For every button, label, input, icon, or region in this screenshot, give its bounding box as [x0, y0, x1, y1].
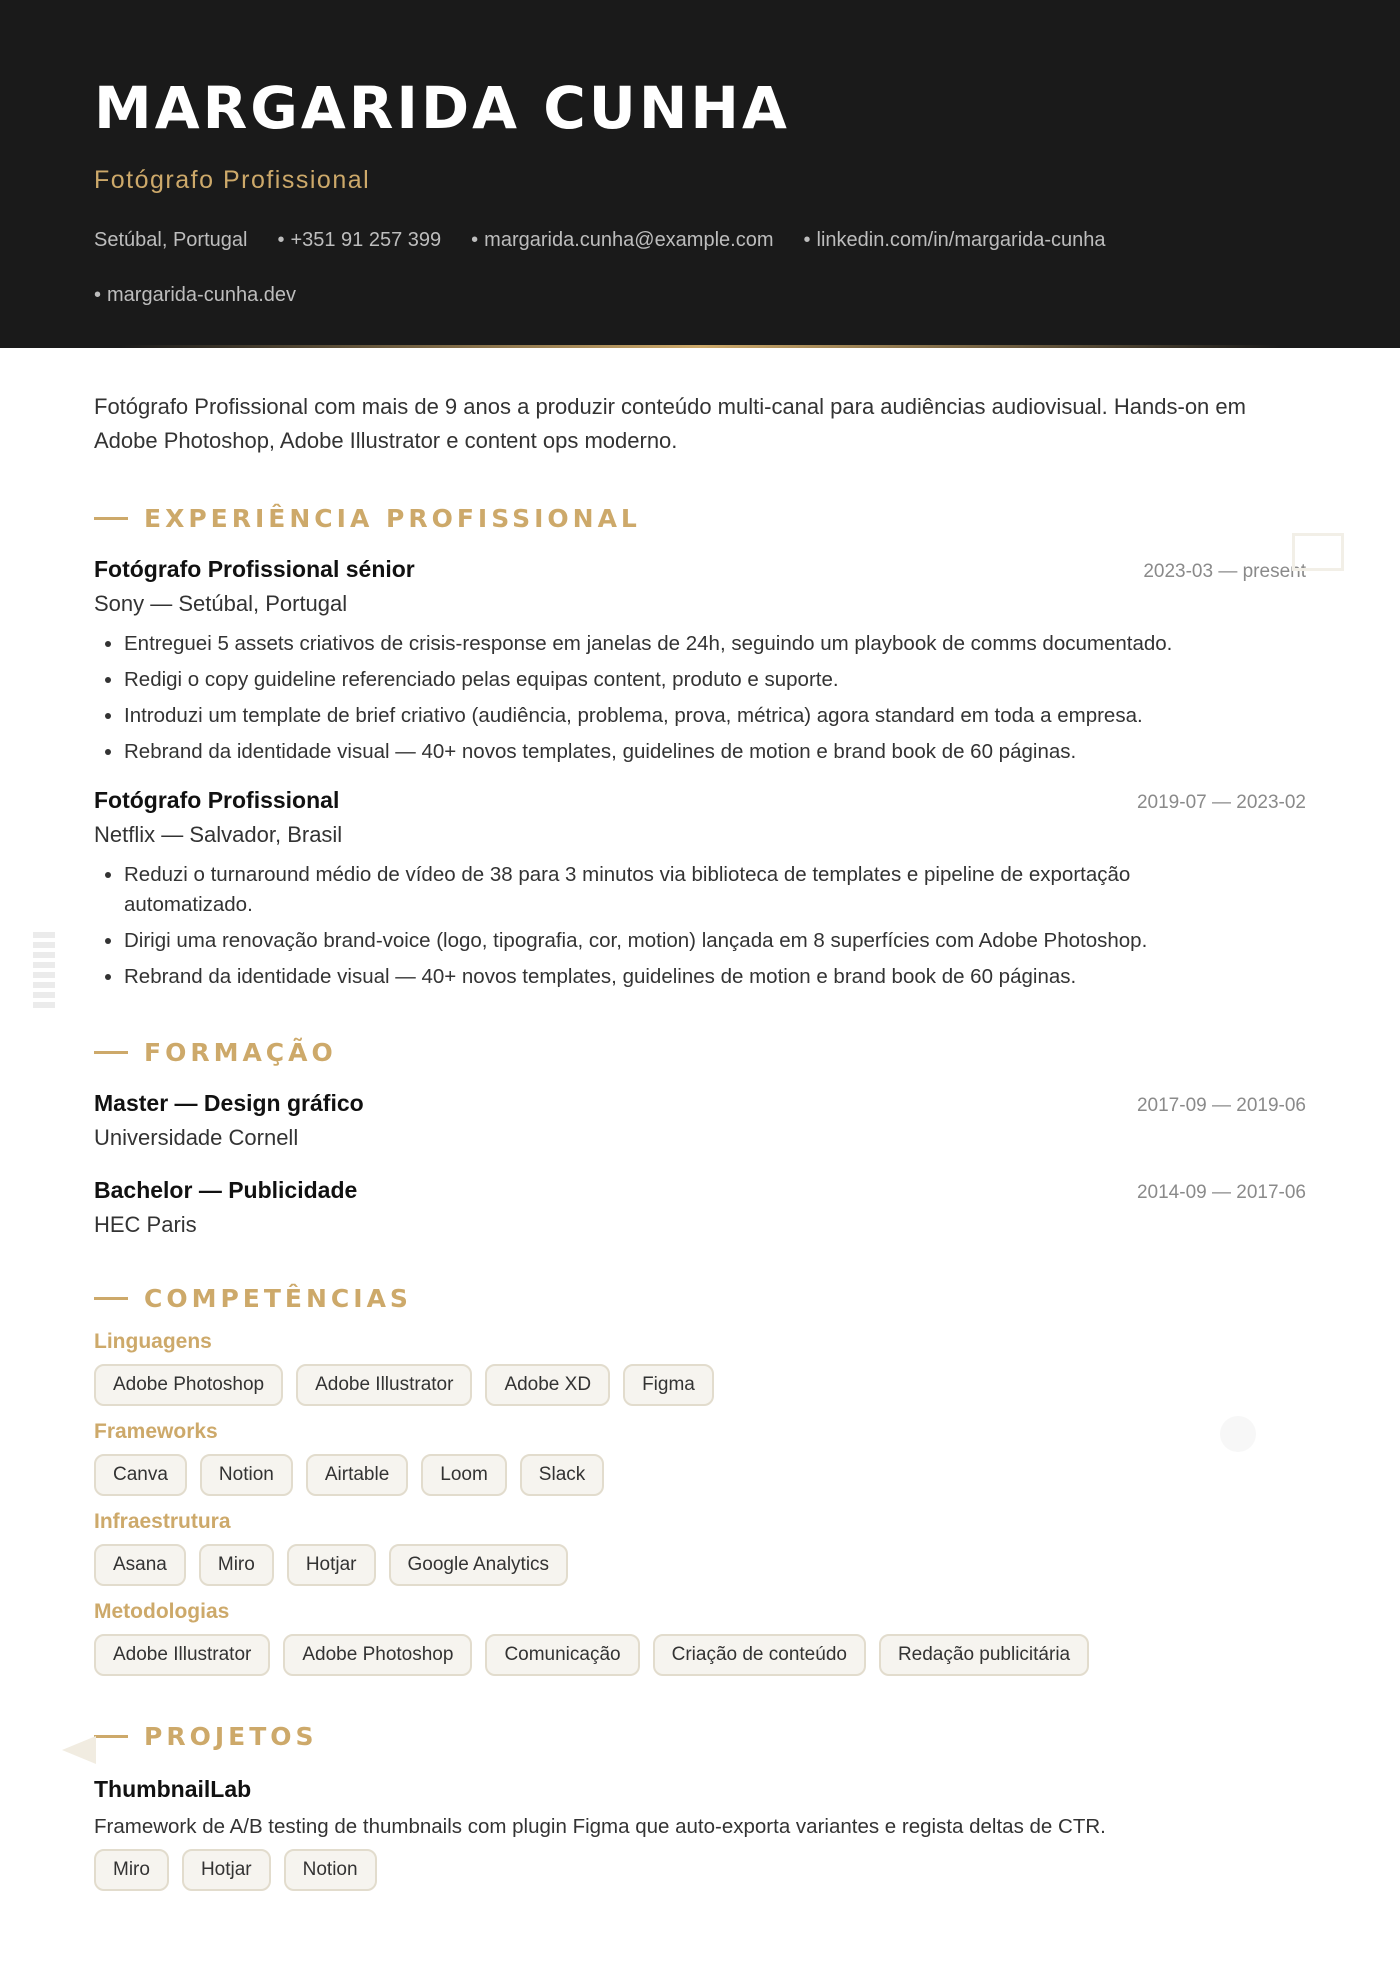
skill-group-label: Metodologias — [94, 1600, 230, 1623]
contact-email[interactable]: • margarida.cunha@example.com — [471, 229, 774, 251]
section-title-skills: COMPETÊNCIAS — [94, 1280, 1306, 1316]
skill-group-label: Linguagens — [94, 1330, 212, 1353]
skill-chip: Hotjar — [287, 1544, 376, 1586]
bullet-item: • Redigi o copy guideline referenciado pelas equipas content, produto e suporte. — [124, 665, 1254, 695]
skill-chip: Notion — [200, 1454, 293, 1496]
degree-title: Bachelor — Publicidade — [94, 1177, 358, 1203]
decorative-bars — [33, 932, 55, 1012]
skill-chip: Canva — [94, 1454, 187, 1496]
skill-group-languages — [94, 1330, 1306, 1406]
header-divider — [120, 345, 1280, 348]
experience-entry — [94, 787, 1306, 992]
skill-chip: Criação de conteúdo — [653, 1634, 866, 1676]
skill-group-frameworks — [94, 1420, 1306, 1496]
decorative-circle — [1220, 1416, 1256, 1452]
skill-group-label: Frameworks — [94, 1420, 218, 1443]
job-company: Netflix — Salvador, Brasil — [94, 822, 343, 847]
section-title-education: FORMAÇÃO — [94, 1034, 1306, 1070]
section-dash — [94, 1735, 128, 1738]
education-entry — [94, 1177, 1306, 1238]
skill-group-infrastructure — [94, 1510, 1306, 1586]
decorative-rectangle — [1292, 533, 1344, 571]
skill-chip: Adobe Photoshop — [283, 1634, 472, 1676]
candidate-name: MARGARIDA CUNHA — [94, 74, 790, 142]
skill-group-label: Infraestrutura — [94, 1510, 231, 1533]
contact-location: Setúbal, Portugal — [94, 229, 248, 251]
education-entry — [94, 1090, 1306, 1151]
skill-chip: Comunicação — [485, 1634, 639, 1676]
contact-phone: • +351 91 257 399 — [277, 229, 442, 251]
skill-chip: Loom — [421, 1454, 507, 1496]
job-date: 2023-03 — present — [1143, 561, 1306, 582]
summary-text: Fotógrafo Profissional com mais de 9 anos a produzir conteúdo multi-canal para audiências audiovisual. Hands-on em Adobe Photoshop, Adobe Illustrator e content ops moderno. — [94, 394, 1246, 453]
school-name: HEC Paris — [94, 1212, 197, 1237]
skill-group-methodologies — [94, 1600, 1306, 1676]
section-title-projects: PROJETOS — [94, 1718, 1306, 1754]
bullet-item: • Rebrand da identidade visual — 40+ novos templates, guidelines de motion e brand book de 60 páginas. — [124, 962, 1254, 992]
skill-chip: Adobe Photoshop — [94, 1364, 283, 1406]
contact-linkedin[interactable]: • linkedin.com/in/margarida-cunha — [803, 229, 1106, 251]
bullet-item: • Reduzi o turnaround médio de vídeo de 38 para 3 minutos via biblioteca de templates e pipeline de exportação automatizado. — [124, 860, 1254, 920]
skill-chip: Airtable — [306, 1454, 408, 1496]
project-tag: Hotjar — [182, 1849, 271, 1891]
contact-website[interactable]: • margarida-cunha.dev — [94, 284, 297, 306]
project-description: Framework de A/B testing de thumbnails com plugin Figma que auto-exporta variantes e regista deltas de CTR. — [94, 1815, 1106, 1838]
job-title: Fotógrafo Profissional — [94, 787, 340, 813]
contact-list — [94, 213, 1274, 323]
bullet-item: • Dirigi uma renovação brand-voice (logo, tipografia, cor, motion) lançada em 8 superfícies com Adobe Photoshop. — [124, 926, 1254, 956]
resume-body — [0, 348, 1400, 1891]
decorative-triangle — [62, 1736, 96, 1764]
job-title: Fotógrafo Profissional sénior — [94, 556, 415, 582]
section-title-experience: EXPERIÊNCIA PROFISSIONAL — [94, 500, 1306, 536]
skill-chip: Google Analytics — [389, 1544, 569, 1586]
section-dash — [94, 1051, 128, 1054]
experience-entry — [94, 556, 1306, 767]
project-tag: Notion — [284, 1849, 377, 1891]
skill-chip: Redação publicitária — [879, 1634, 1089, 1676]
job-date: 2019-07 — 2023-02 — [1136, 792, 1306, 813]
skill-chip: Miro — [199, 1544, 274, 1586]
degree-date: 2017-09 — 2019-06 — [1136, 1095, 1306, 1116]
bullet-item: • Entreguei 5 assets criativos de crisis-response em janelas de 24h, seguindo um playbook de comms documentado. — [124, 629, 1254, 659]
project-entry — [94, 1776, 1306, 1891]
degree-title: Master — Design gráfico — [94, 1090, 364, 1116]
degree-date: 2014-09 — 2017-06 — [1136, 1182, 1306, 1203]
job-bullets — [94, 860, 1306, 992]
project-tag: Miro — [94, 1849, 169, 1891]
skill-chip: Figma — [623, 1364, 714, 1406]
project-title: ThumbnailLab — [94, 1776, 252, 1802]
school-name: Universidade Cornell — [94, 1125, 299, 1150]
skill-chip: Adobe Illustrator — [296, 1364, 472, 1406]
candidate-role: Fotógrafo Profissional — [94, 166, 371, 194]
section-dash — [94, 517, 128, 520]
skill-chip: Slack — [520, 1454, 604, 1496]
skill-chip: Adobe Illustrator — [94, 1634, 270, 1676]
job-company: Sony — Setúbal, Portugal — [94, 591, 348, 616]
resume-header — [0, 0, 1400, 348]
bullet-item: • Introduzi um template de brief criativo (audiência, problema, prova, métrica) agora standard em toda a empresa. — [124, 701, 1254, 731]
section-dash — [94, 1297, 128, 1300]
bullet-item: • Rebrand da identidade visual — 40+ novos templates, guidelines de motion e brand book de 60 páginas. — [124, 737, 1254, 767]
skill-chip: Asana — [94, 1544, 186, 1586]
skill-chip: Adobe XD — [485, 1364, 610, 1406]
job-bullets — [94, 629, 1306, 767]
